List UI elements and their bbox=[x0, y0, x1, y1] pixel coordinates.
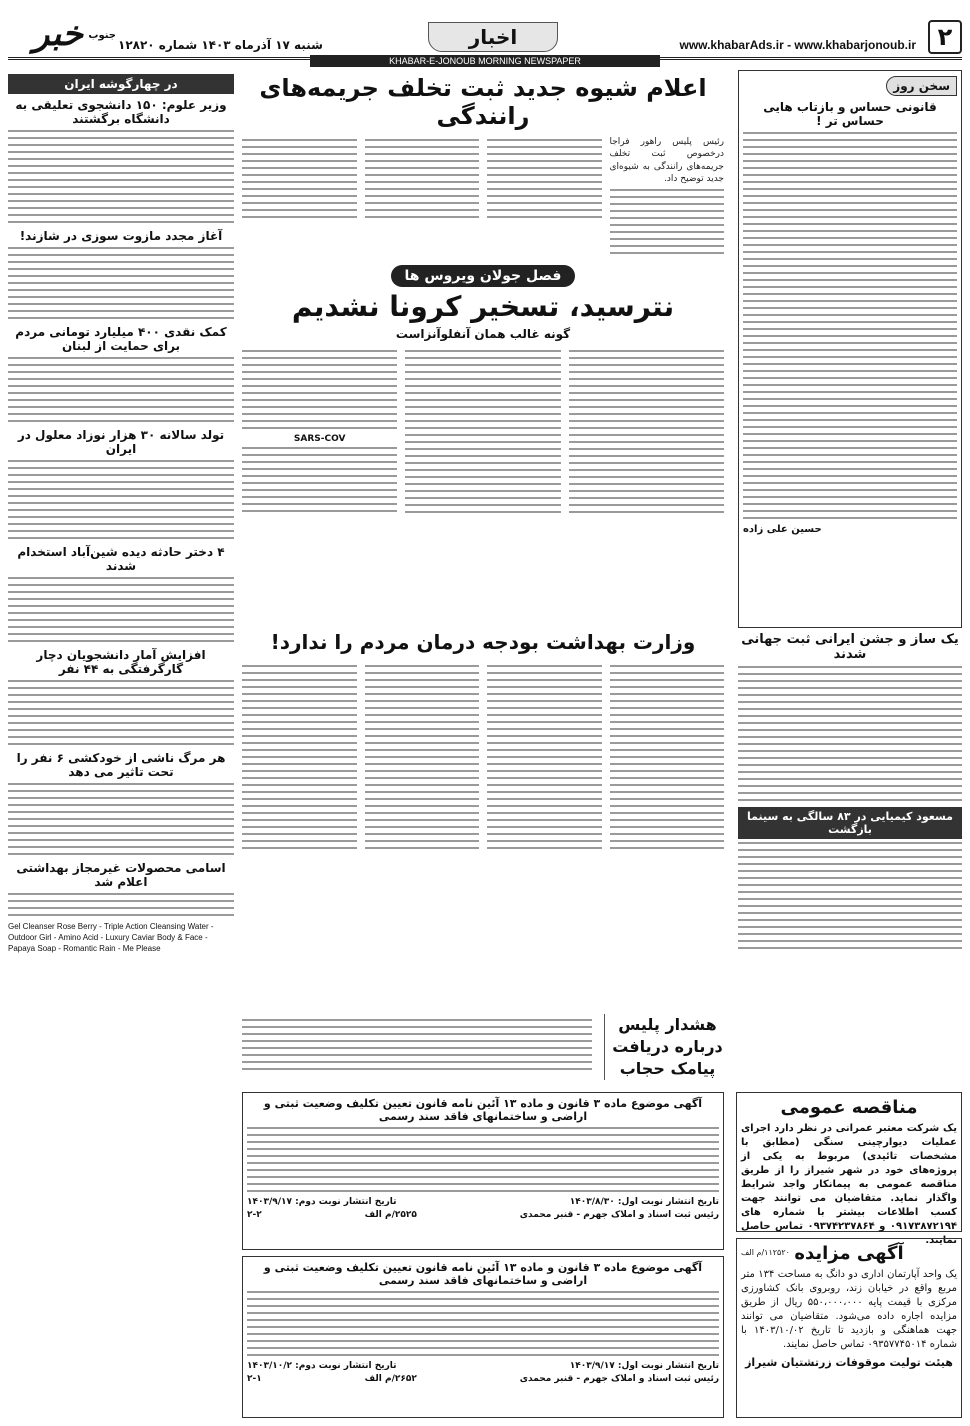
notice-1-title: آگهی موضوع ماده ۳ قانون و ماده ۱۳ آئین نامه قانون تعیین تکلیف وضعیت ثبتی و اراضی و ساختمانهای فاقد سند رسمی bbox=[263, 1097, 703, 1123]
notice-1-date-first: تاریخ انتشار نوبت اول: ۱۴۰۳/۸/۳۰ bbox=[569, 1197, 719, 1207]
notice-1 bbox=[242, 1092, 724, 1250]
events-column bbox=[738, 632, 962, 1012]
logo-main: خبر bbox=[32, 14, 84, 54]
notice-2-code: ۲۶۵۲/م الف bbox=[364, 1374, 417, 1384]
lead-headline: اعلام شیوه جدید ثبت تخلف جریمه‌های رانندگی bbox=[259, 74, 707, 130]
notice-1-signer: رئیس ثبت اسناد و املاک جهرم - قنبر محمدی bbox=[519, 1210, 719, 1220]
auction-title: آگهی مزایده bbox=[794, 1243, 904, 1264]
sidebar-item-3: کمک نقدی ۴۰۰ میلیارد تومانی مردم برای حمایت از لبنان bbox=[15, 325, 227, 353]
notice-1-badge: ۲-۲ bbox=[247, 1210, 262, 1220]
notice-2-date-first: تاریخ انتشار نوبت اول: ۱۴۰۳/۹/۱۷ bbox=[569, 1361, 719, 1371]
auction-box bbox=[736, 1238, 962, 1418]
editorial-body bbox=[743, 132, 957, 519]
sidebar-item-7: هر مرگ ناشی از خودکشی ۶ نفر را تحت تاثیر می دهد bbox=[16, 751, 226, 779]
sidebar bbox=[8, 74, 234, 1420]
event-body-2 bbox=[738, 842, 962, 949]
notice-2-date-second: تاریخ انتشار نوبت دوم: ۱۴۰۳/۱۰/۲ bbox=[247, 1361, 397, 1371]
notice-2-title: آگهی موضوع ماده ۳ قانون و ماده ۱۳ آئین نامه قانون تعیین تکلیف وضعیت ثبتی و اراضی و ساختمانهای فاقد سند رسمی bbox=[263, 1261, 703, 1287]
page-number: ۲ bbox=[928, 20, 962, 54]
sidebar-item-5: ۴ دختر حادثه دیده شین‌آباد استخدام شدند bbox=[17, 545, 225, 573]
issue-info: شنبه ۱۷ آذرماه ۱۴۰۳ شماره ۱۲۸۲۰ bbox=[118, 38, 323, 52]
notice-1-code: ۲۵۲۵/م الف bbox=[364, 1210, 417, 1220]
editorial-title: قانونی حساس و بازتاب هایی حساس تر ! bbox=[763, 100, 937, 128]
notice-2 bbox=[242, 1256, 724, 1418]
masthead bbox=[8, 8, 962, 60]
english-banner: KHABAR-E-JONOUB MORNING NEWSPAPER bbox=[310, 55, 660, 67]
newspaper-logo bbox=[12, 14, 116, 54]
police-title: هشدار پلیس درباره دریافت پیامک حجاب bbox=[604, 1014, 724, 1080]
sidebar-item-1: وزیر علوم: ۱۵۰ دانشجوی تعلیقی به دانشگاه برگشتند bbox=[15, 98, 227, 126]
editorial-author: حسین علی زاده bbox=[743, 524, 822, 535]
event-body-1 bbox=[738, 666, 962, 801]
auction-body: یک واحد آپارتمان اداری دو دانگ به مساحت ۱۳۴ متر مربع واقع در خیابان زند، روبروی بانک کشاورزی مرکزی با قیمت پایه ۵۵۰،۰۰۰،۰۰۰ ریال از طریق مزایده اجاره داده می‌شود. متقاضیان می توانند جهت هماهنگی و بازدید تا تاریخ ۱۴۰۳/۱۰/۰۲ با شماره ۰۹۳۵۷۷۴۵۰۱۴ تماس حاصل نمایند. bbox=[741, 1269, 957, 1350]
tender-code: ۱۱۲۵۲۰/م الف bbox=[741, 1248, 790, 1257]
covid-term: SARS-COV bbox=[293, 433, 346, 444]
product-names: Gel Cleanser Rose Berry - Triple Action Cleansing Water - Outdoor Girl - Amino Acid - Luxury Caviar Body & Face - Papaya Soap - Romantic Rain - Me Please bbox=[8, 922, 214, 953]
event-headline-1: یک ساز و جشن ایرانی ثبت جهانی شدند bbox=[741, 632, 959, 662]
sidebar-item-2: آغاز مجدد مازوت سوزی در شازند! bbox=[19, 229, 223, 243]
lead-body-intro: رئیس پلیس راهور فراجا درخصوص ثبت تخلف جریمه‌های رانندگی به شیوه‌ای جدید توضیح داد. bbox=[609, 137, 724, 185]
health-headline: وزارت بهداشت بودجه درمان مردم را ندارد! bbox=[270, 630, 696, 654]
notice-1-date-second: تاریخ انتشار نوبت دوم: ۱۴۰۳/۹/۱۷ bbox=[247, 1197, 397, 1207]
section-title: اخبار bbox=[428, 22, 558, 52]
tender-title: مناقصه عمومی bbox=[780, 1097, 918, 1118]
sidebar-item-4: تولد سالانه ۳۰ هزار نوزاد معلول در ایران bbox=[17, 428, 225, 456]
sidebar-title: در چهارگوشه ایران bbox=[8, 74, 234, 94]
health-story bbox=[242, 630, 724, 1010]
notice-2-badge: ۲-۱ bbox=[247, 1374, 262, 1384]
lead-kicker: فصل جولان ویروس ها bbox=[391, 265, 576, 287]
lead-story bbox=[242, 74, 724, 626]
sidebar-item-8: اسامی محصولات غیرمجاز بهداشتی اعلام شد bbox=[16, 861, 226, 889]
editorial-box bbox=[738, 70, 962, 628]
notice-2-signer: رئیس ثبت اسناد و املاک جهرم - قنبر محمدی bbox=[519, 1374, 719, 1384]
logo-small: جنوب bbox=[88, 30, 116, 41]
sidebar-item-6: افزایش آمار دانشجویان دچار گارگرفتگی به ۴۴ نفر bbox=[36, 648, 206, 676]
tender-body: یک شرکت معتبر عمرانی در نظر دارد اجرای عملیات دیوارچینی سنگی (مطابق با مشخصات تائیدی) مربوط به یکی از پروژه‌های خود در شهر شیراز را از طریق مناقصه عمومی به پیمانکار واجد شرایط واگذار نماید. متقاضیان می توانند جهت کسب اطلاعات بیشتر با شماره های ۰۹۱۷۳۸۷۲۱۹۴ و ۰۹۳۷۴۲۳۷۸۶۴ تماس حاصل نمایند. bbox=[741, 1123, 957, 1246]
lead-subhead: گونه غالب همان آنفلوآنزاست bbox=[395, 326, 571, 341]
lead-headline-2: نترسید، تسخیر کرونا نشدیم bbox=[291, 289, 675, 323]
site-urls[interactable]: www.khabarAds.ir - www.khabarjonoub.ir bbox=[679, 38, 916, 52]
auction-footer: هیئت تولیت موقوفات زرتشتیان شیراز bbox=[745, 1356, 953, 1369]
editorial-label: سخن روز bbox=[886, 76, 957, 96]
police-story bbox=[242, 1014, 724, 1084]
event-headline-2: مسعود کیمیایی در ۸۳ سالگی به سینما بازگشت bbox=[738, 807, 962, 839]
